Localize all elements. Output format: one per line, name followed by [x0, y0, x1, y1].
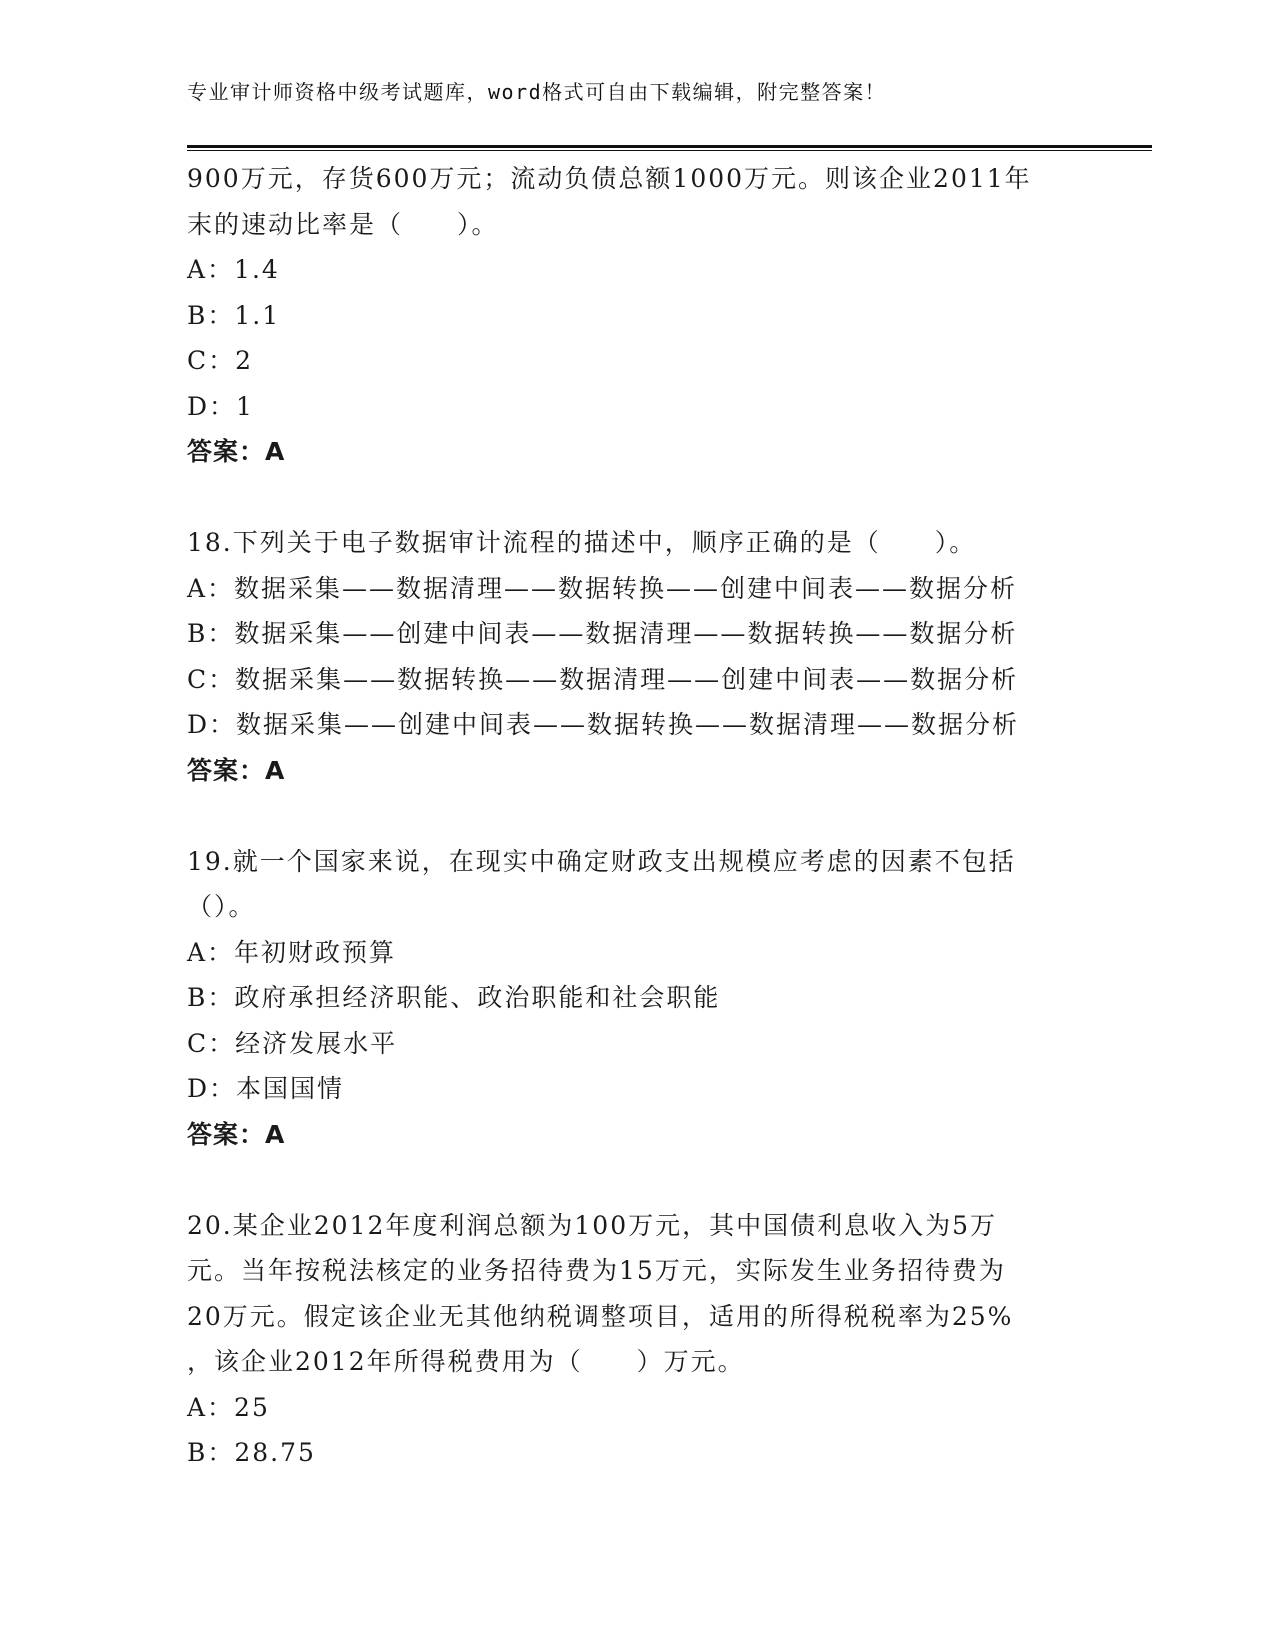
question-text: 元。当年按税法核定的业务招待费为15万元，实际发生业务招待费为: [187, 1256, 1006, 1285]
answer: 答案：A: [187, 755, 286, 785]
option-b: B：数据采集——创建中间表——数据清理——数据转换——数据分析: [187, 619, 1018, 648]
question-text: ，该企业2012年所得税费用为（ ）万元。: [187, 1347, 745, 1376]
header-rule-thick: [187, 145, 1152, 148]
question-text: 20万元。假定该企业无其他纳税调整项目，适用的所得税税率为25%: [187, 1301, 1014, 1331]
option-a: A：年初财政预算: [187, 937, 397, 967]
option-a: A：数据采集——数据清理——数据转换——创建中间表——数据分析: [187, 573, 1018, 603]
option-d: D：数据采集——创建中间表——数据转换——数据清理——数据分析: [187, 710, 1020, 739]
option-a: A：1.4: [187, 255, 280, 284]
option-b: B：政府承担经济职能、政治职能和社会职能: [187, 983, 721, 1012]
question-17: [187, 156, 1087, 475]
answer: 答案：A: [187, 1119, 286, 1149]
question-18: [187, 520, 1087, 793]
option-b: B：1.1: [187, 300, 281, 330]
question-text: 末的速动比率是（ ）。: [187, 209, 499, 239]
header-rule-thin: [187, 150, 1152, 151]
question-text: 18.下列关于电子数据审计流程的描述中，顺序正确的是（ ）。: [187, 528, 977, 557]
page-header: 专业审计师资格中级考试题库，word格式可自由下载编辑，附完整答案！: [187, 80, 887, 104]
question-19: [187, 839, 1087, 1158]
option-c: C：数据采集——数据转换——数据清理——创建中间表——数据分析: [187, 664, 1019, 694]
option-d: D：本国国情: [187, 1074, 345, 1103]
option-c: C：经济发展水平: [187, 1028, 398, 1058]
question-text: 900万元，存货600万元；流动负债总额1000万元。则该企业2011年: [187, 164, 1032, 193]
question-20: [187, 1203, 1087, 1476]
answer: 答案：A: [187, 437, 286, 466]
question-list: [187, 156, 1087, 1476]
question-text: （）。: [187, 892, 256, 921]
question-text: 19.就一个国家来说，在现实中确定财政支出规模应考虑的因素不包括: [187, 846, 1016, 876]
option-b: B：28.75: [187, 1438, 316, 1467]
question-text: 20.某企业2012年度利润总额为100万元，其中国债利息收入为5万: [187, 1210, 998, 1240]
option-a: A：25: [187, 1392, 270, 1422]
option-c: C：2: [187, 346, 254, 375]
option-d: D：1: [187, 391, 254, 421]
